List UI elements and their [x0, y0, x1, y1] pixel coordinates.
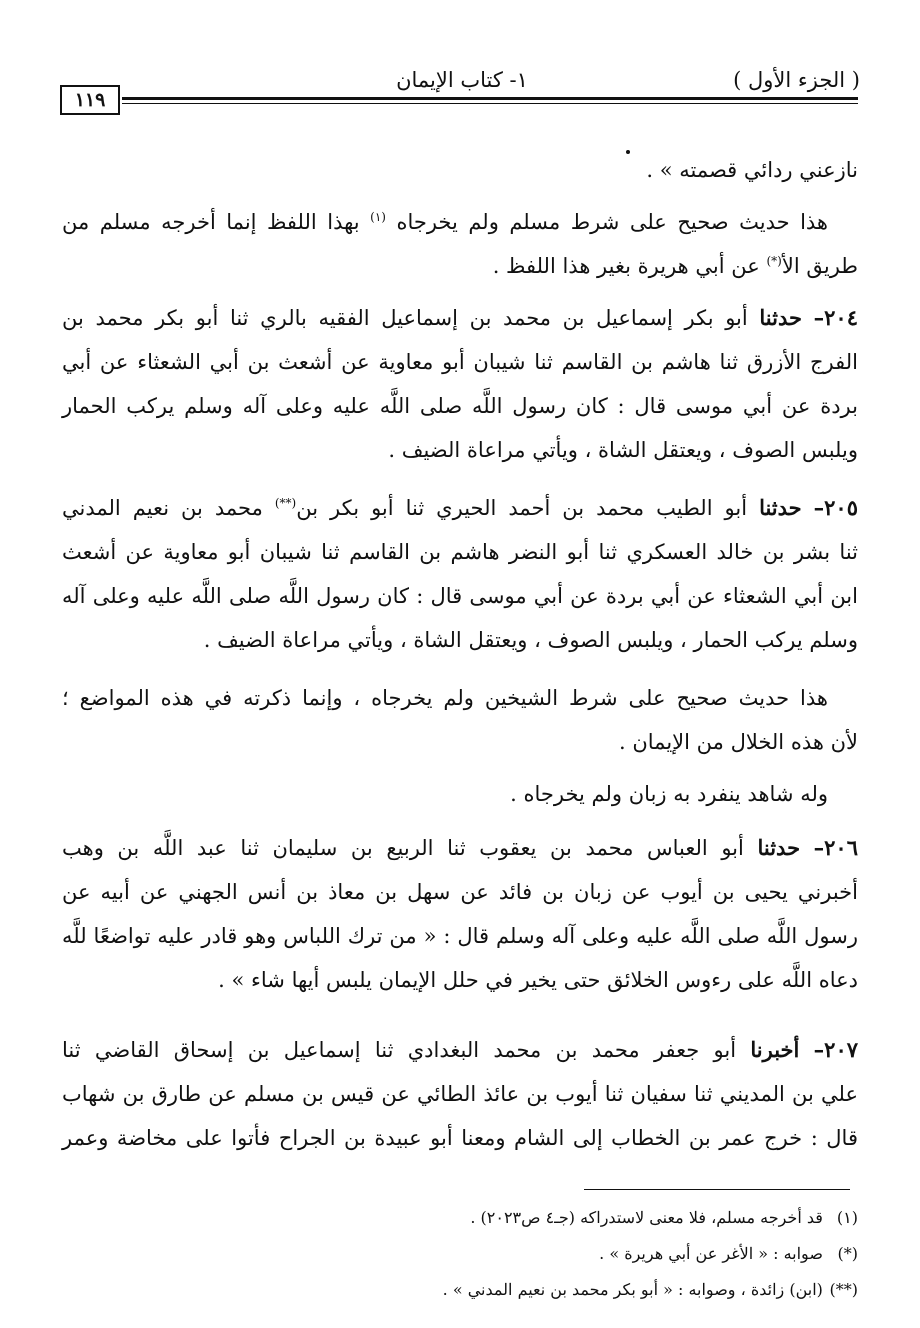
text-line: نازعني ردائي قصمته » . [646, 158, 858, 182]
footnote [62, 1275, 858, 1305]
volume-title: ( الجزء الأول ) [733, 68, 860, 92]
text-line: وسلم يركب الحمار ، ويلبس الصوف ، ويعتقل الشاة ، ويأتي مراعاة الضيف . [203, 628, 858, 652]
footnote-marker: (١) [836, 1208, 858, 1227]
footnote-text: (ابن) زائدة ، وصوابه : « أبو بكر محمد بن نعيم المدني » . [442, 1280, 823, 1299]
footnote-marker: (*) [837, 1244, 858, 1263]
header-rule-thick [122, 97, 858, 100]
text-line: ثنا بشر بن خالد العسكري ثنا أبو النضر هاشم بن القاسم ثنا شيبان أبو معاوية عن أشعث [62, 540, 858, 564]
text-line: طريق الأ(*) عن أبي هريرة بغير هذا اللفظ . [492, 254, 858, 278]
footnote [62, 1239, 858, 1269]
footnote-marker: (**) [829, 1280, 858, 1299]
footnote-separator [584, 1189, 850, 1190]
hadith-206-line: ٢٠٦– حدثنا أبو العباس محمد بن يعقوب ثنا الربيع بن سليمان ثنا عبد اللَّه بن وهب [62, 835, 858, 860]
hadith-205-line: ٢٠٥– حدثنا أبو الطيب محمد بن أحمد الحيري ثنا أبو بكر بن(**) محمد بن نعيم المدني [62, 495, 858, 520]
text-line: هذا حديث صحيح على شرط مسلم ولم يخرجاه $^{(١)}$ بهذا اللفظ إنما أخرجه مسلم من [62, 210, 829, 234]
text-line: هذا حديث صحيح على شرط الشيخين ولم يخرجاه ، وإنما ذكرته في هذه المواضع ؛ [62, 686, 828, 710]
footnote-ref[interactable]: (**) [274, 496, 297, 510]
page-number: ١١٩ [60, 85, 120, 115]
header-rule-thin [122, 103, 858, 104]
text-line: لأن هذه الخلال من الإيمان . [619, 730, 858, 754]
hadith-207-line: ٢٠٧– أخبرنا أبو جعفر محمد بن محمد البغدادي ثنا إسماعيل بن إسحاق القاضي ثنا [62, 1037, 859, 1062]
text-line: الفرج الأزرق ثنا هاشم بن القاسم ثنا شيبان أبو معاوية عن أشعث بن أبي الشعثاء عن أبي [62, 350, 858, 374]
text-line: بردة عن أبي موسى قال : كان رسول اللَّه صلى اللَّه عليه وعلى آله وسلم يركب الحمار [62, 394, 858, 418]
text-line: دعاه اللَّه على رءوس الخلائق حتى يخير في حلل الإيمان يلبس أيها شاء » . [218, 968, 858, 992]
text-line: رسول اللَّه صلى اللَّه عليه وعلى آله وسلم قال : « من ترك اللباس وهو قادر عليه تواضعًا للَّه [62, 924, 858, 948]
footnote [62, 1203, 858, 1233]
footnote-text: قد أخرجه مسلم، فلا معنى لاستدراكه (جـ٤ ص٢٠٢٣) . [470, 1208, 823, 1227]
text-line: علي بن المديني ثنا سفيان ثنا أيوب بن عائذ الطائي عن قيس بن مسلم عن طارق بن شهاب [62, 1082, 858, 1106]
footnote-ref[interactable]: (*) [766, 254, 782, 268]
footnote-ref[interactable]: (١) [370, 210, 386, 224]
text-line: قال : خرج عمر بن الخطاب إلى الشام ومعنا أبو عبيدة بن الجراح فأتوا على مخاضة وعمر [62, 1126, 858, 1150]
chapter-title: ١- كتاب الإيمان [396, 68, 528, 92]
footnote-text: صوابه : « الأغر عن أبي هريرة » . [599, 1244, 823, 1263]
text-line: وله شاهد ينفرد به زبان ولم يخرجاه . [510, 782, 828, 806]
text-line: ابن أبي الشعثاء عن أبي بردة عن أبي موسى قال : كان رسول اللَّه صلى اللَّه عليه وعلى آله [62, 584, 858, 608]
text-line: أخبرني يحيى بن أيوب عن زبان بن فائد عن سهل بن معاذ بن أنس الجهني عن أبيه عن [62, 880, 858, 904]
text-line: ويلبس الصوف ، ويعتقل الشاة ، ويأتي مراعاة الضيف . [388, 438, 858, 462]
hadith-204-line: ٢٠٤– حدثنا أبو بكر إسماعيل بن محمد بن إسماعيل الفقيه بالري ثنا أبو بكر محمد بن [62, 305, 858, 330]
